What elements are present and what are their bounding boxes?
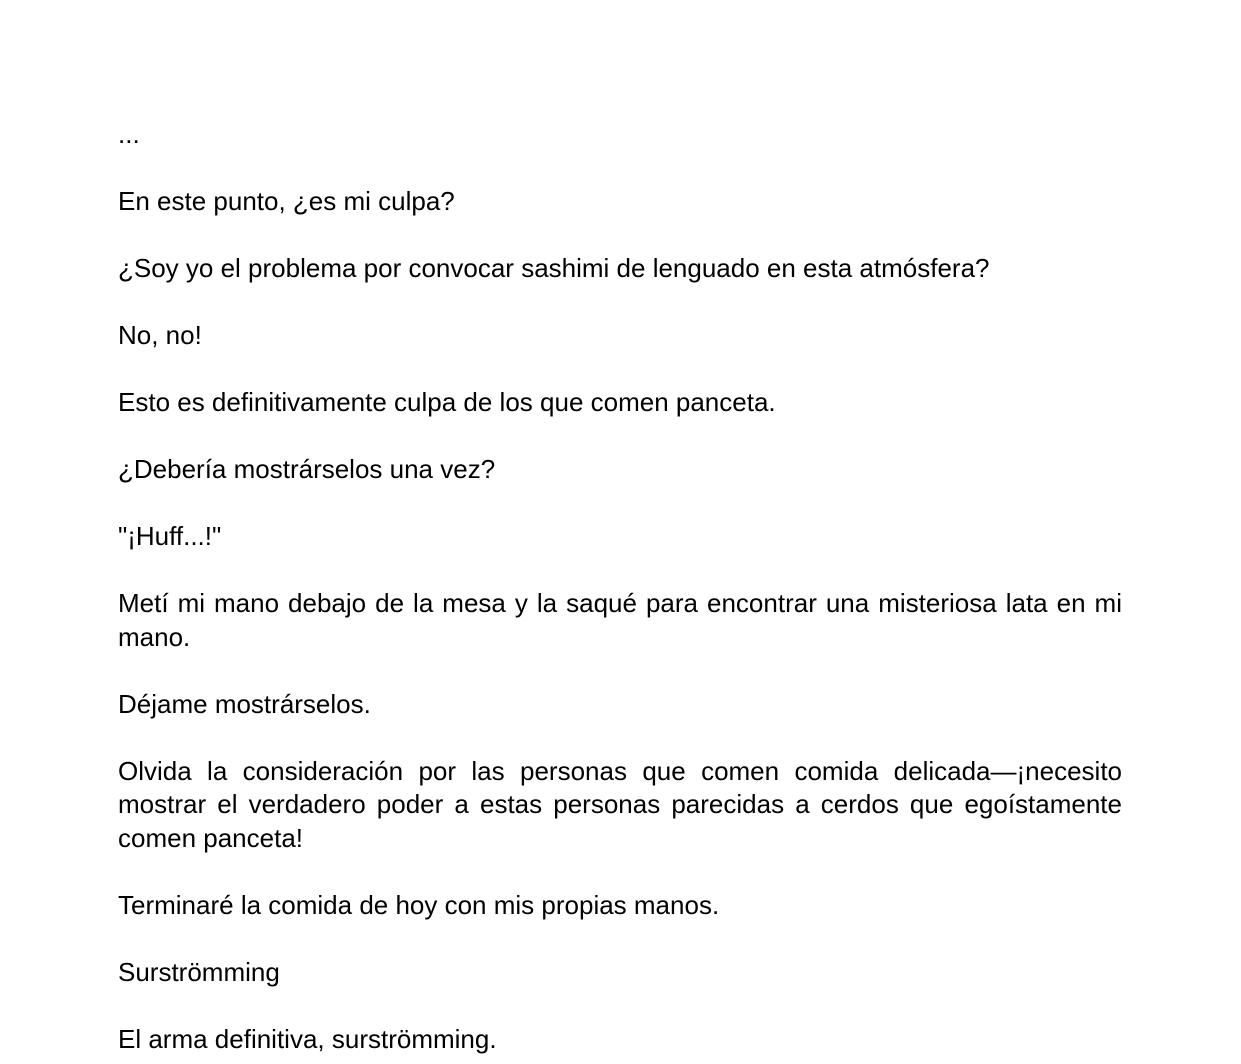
- paragraph-no-no: No, no!: [118, 320, 202, 350]
- paragraph-terminare: Terminaré la comida de hoy con mis propias manos.: [118, 889, 720, 920]
- paragraph-problema: ¿Soy yo el problema por convocar sashimi de lenguado en esta atmósfera?: [118, 253, 990, 283]
- paragraph-culpa: En este punto, ¿es mi culpa?: [118, 186, 455, 216]
- paragraph-mostrarselos: ¿Debería mostrárselos una vez?: [118, 454, 496, 484]
- paragraph-surstromming: Surströmming: [118, 956, 280, 987]
- paragraph-dejame: Déjame mostrárselos.: [118, 688, 371, 719]
- paragraph-huff: "¡Huff...!": [118, 521, 222, 551]
- paragraph-arma: El arma definitiva, surströmming.: [118, 1023, 497, 1054]
- paragraph-lata: Metí mi mano debajo de la mesa y la saqué para encontrar una misteriosa lata en mi mano.: [118, 588, 1122, 652]
- paragraph-panceta: Esto es definitivamente culpa de los que comen panceta.: [118, 387, 776, 417]
- document-body: [118, 118, 1122, 1064]
- paragraph-olvida: Olvida la consideración por las personas que comen comida delicada—¡necesito mostrar el verdadero poder a estas personas parecidas a cerdos que egoístamente comen panceta!: [118, 755, 1122, 853]
- paragraph-ellipsis: ...: [118, 119, 140, 149]
